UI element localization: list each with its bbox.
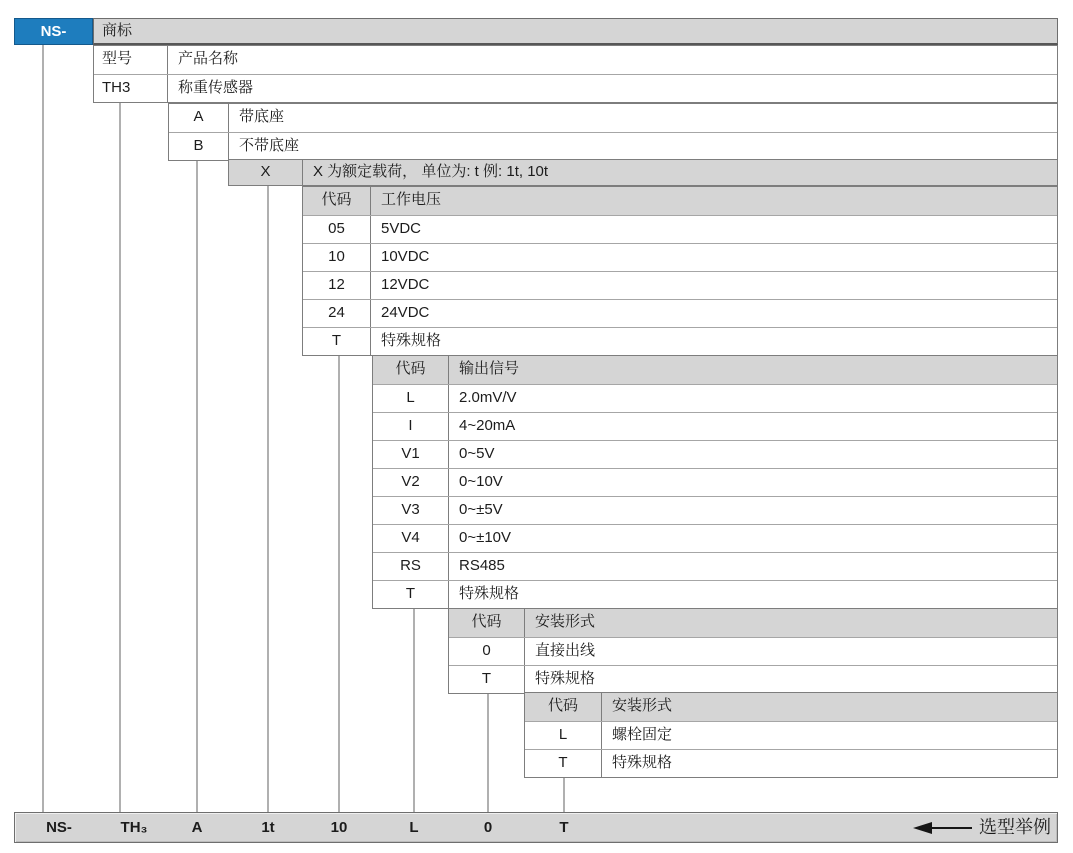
fixing-row-code: L	[525, 722, 602, 749]
voltage-header-row	[303, 187, 1057, 215]
example-item: T	[559, 819, 569, 836]
example-item: 1t	[261, 819, 275, 836]
fixing-header-code: 代码	[525, 693, 602, 721]
voltage-row-label: 10VDC	[381, 248, 430, 265]
output-header-label: 输出信号	[459, 360, 520, 377]
fixing-row	[525, 749, 1057, 777]
load-row	[229, 160, 1057, 185]
base-row-label: 带底座	[239, 108, 285, 125]
example-item: NS-	[46, 819, 72, 836]
output-row-code: V1	[373, 441, 449, 468]
connector-line-base	[196, 159, 198, 812]
base-row	[169, 132, 1057, 160]
model-row-label: 称重传感器	[178, 79, 254, 96]
output-row	[373, 468, 1057, 496]
output-row-label: 0~10V	[459, 473, 503, 490]
voltage-header-code: 代码	[303, 187, 371, 215]
mounting-row-label: 特殊规格	[535, 670, 596, 687]
voltage-row	[303, 271, 1057, 299]
base-table	[168, 103, 1058, 161]
load-row-code: X	[229, 160, 303, 185]
fixing-header-row	[525, 693, 1057, 721]
connector-line-output	[413, 607, 415, 812]
output-row-label: 4~20mA	[459, 417, 516, 434]
mounting-header-label: 安装形式	[535, 613, 596, 630]
voltage-row	[303, 327, 1057, 355]
output-row-code: V4	[373, 525, 449, 552]
output-row	[373, 412, 1057, 440]
voltage-row-label: 24VDC	[381, 304, 430, 321]
output-row-label: 0~±10V	[459, 529, 512, 546]
example-caption: 选型举例	[979, 817, 1051, 837]
model-row	[94, 74, 1057, 102]
fixing-row-label: 特殊规格	[612, 754, 673, 771]
voltage-header-label: 工作电压	[381, 191, 442, 208]
base-row-code: B	[169, 133, 229, 160]
output-row	[373, 384, 1057, 412]
prefix-code-box: NS-	[14, 18, 93, 45]
mounting-row	[449, 665, 1057, 693]
load-table	[228, 159, 1058, 186]
voltage-table	[302, 186, 1058, 356]
output-header-code: 代码	[373, 356, 449, 384]
output-row	[373, 440, 1057, 468]
output-row-code: V3	[373, 497, 449, 524]
output-row-code: RS	[373, 553, 449, 580]
mounting-row-code: T	[449, 666, 525, 693]
output-row	[373, 524, 1057, 552]
voltage-row-code: T	[303, 328, 371, 355]
mounting-row-code: 0	[449, 638, 525, 665]
output-row-code: I	[373, 413, 449, 440]
example-item: 0	[483, 819, 493, 836]
voltage-row	[303, 299, 1057, 327]
output-row-code: V2	[373, 469, 449, 496]
example-pointer	[913, 813, 1051, 842]
voltage-row-code: 05	[303, 216, 371, 243]
output-header-row	[373, 356, 1057, 384]
mounting-header-row	[449, 609, 1057, 637]
model-header-row	[94, 46, 1057, 74]
base-row	[169, 104, 1057, 132]
voltage-row-code: 10	[303, 244, 371, 271]
voltage-row-label: 12VDC	[381, 276, 430, 293]
model-table	[93, 45, 1058, 103]
connector-line-mounting	[487, 692, 489, 812]
model-header-label: 产品名称	[178, 50, 239, 67]
voltage-row	[303, 215, 1057, 243]
mounting-header-code: 代码	[449, 609, 525, 637]
fixing-row	[525, 721, 1057, 749]
mounting-row-label: 直接出线	[535, 642, 596, 659]
base-row-code: A	[169, 104, 229, 132]
example-item: L	[409, 819, 419, 836]
connector-line-voltage	[338, 354, 340, 812]
example-bar	[14, 812, 1058, 843]
mounting-row	[449, 637, 1057, 665]
left-arrow-icon	[913, 822, 932, 834]
fixing-row-label: 螺栓固定	[612, 726, 673, 743]
output-row	[373, 552, 1057, 580]
trademark-label: 商标	[93, 18, 1058, 45]
output-row-label: RS485	[459, 557, 505, 574]
output-row-label: 2.0mV/V	[459, 389, 517, 406]
fixing-header-label: 安装形式	[612, 697, 673, 714]
connector-line-load	[267, 186, 269, 812]
example-item: A	[191, 819, 203, 836]
output-row-label: 特殊规格	[459, 585, 520, 602]
voltage-row	[303, 243, 1057, 271]
output-row-label: 0~±5V	[459, 501, 503, 518]
connector-line-model	[119, 101, 121, 812]
arrow-shaft	[932, 827, 972, 829]
connector-line-trademark	[42, 45, 44, 812]
fixing-row-code: T	[525, 750, 602, 777]
model-row-code: TH3	[94, 75, 168, 102]
example-item: TH₃	[120, 819, 148, 836]
output-row-code: L	[373, 385, 449, 412]
voltage-row-label: 5VDC	[381, 220, 422, 237]
mounting-table	[448, 608, 1058, 694]
output-table	[372, 355, 1058, 609]
voltage-row-code: 12	[303, 272, 371, 299]
output-row	[373, 496, 1057, 524]
fixing-table	[524, 692, 1058, 778]
output-row-label: 0~5V	[459, 445, 495, 462]
example-item: 10	[330, 819, 348, 836]
voltage-row-label: 特殊规格	[381, 332, 442, 349]
load-row-label: X 为额定载荷， 单位为: t 例: 1t, 10t	[313, 163, 549, 180]
output-row-code: T	[373, 581, 449, 608]
voltage-row-code: 24	[303, 300, 371, 327]
model-header-code: 型号	[94, 46, 168, 74]
output-row	[373, 580, 1057, 608]
connector-line-fixing	[563, 776, 565, 812]
base-row-label: 不带底座	[239, 137, 300, 154]
